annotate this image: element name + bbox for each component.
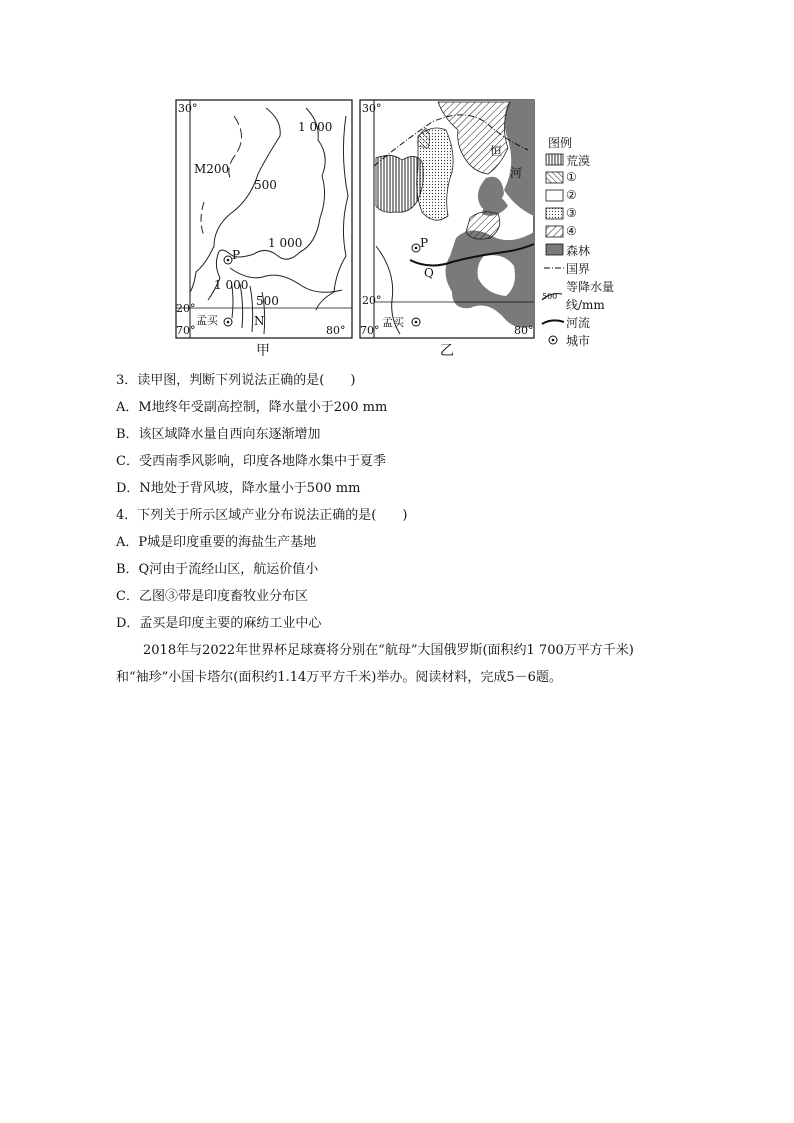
q3-stem: 3．读甲图，判断下列说法正确的是( ) [116,373,356,388]
label-heng: 恒 [490,144,503,158]
q4-option-c: C．乙图③带是印度畜牧业分布区 [116,589,308,604]
legend-isoline-value: 500 [542,292,558,301]
label-q: Q [424,266,434,280]
legend-border: 国界 [566,262,591,276]
label-500-a: 500 [254,178,277,192]
legend-forest: 森林 [566,244,591,258]
legend-symbols [542,154,564,344]
india-maps-figure [170,96,630,358]
map-a-lat-30: 30° [178,102,198,115]
map-b-lon-80: 80° [514,324,534,337]
legend-desert: 荒漠 [566,154,591,168]
legend-zone-1: ① [566,170,577,184]
caption-map-b: 乙 [440,343,454,359]
label-1000-b: 1 000 [268,236,303,250]
legend-zone-2: ② [566,188,577,202]
label-500-b: 500 [256,294,279,308]
caption-map-a: 甲 [256,343,270,359]
map-a-lat-20: 20° [176,302,196,315]
label-p-b: P [420,236,429,250]
q3-option-b: B．该区域降水量自西向东逐渐增加 [116,427,321,442]
q4-option-d: D．孟买是印度主要的麻纺工业中心 [116,616,322,631]
intro-line-1: 2018年与2022年世界杯足球赛将分别在“航母”大国俄罗斯(面积约1 700万平方千米) [143,643,634,658]
legend-isoline: 等降水量 [566,280,615,294]
map-b-lat-30: 30° [362,102,382,115]
q4-option-a: A．P城是印度重要的海盐生产基地 [116,535,317,550]
legend-isoline-unit: 线/mm [566,298,605,312]
map-b-lat-20: 20° [362,294,382,307]
q3-option-a: A．M地终年受副高控制，降水量小于200 mm [116,400,388,415]
map-a-lon-80: 80° [326,324,346,337]
label-mumbai-b: 孟买 [382,316,404,329]
legend-title: 图例 [548,136,573,150]
label-1000-a: 1 000 [298,120,333,134]
legend-zone-4: ④ [566,224,577,238]
q3-option-d: D．N地处于背风坡，降水量小于500 mm [116,481,361,496]
map-a-lon-70: 70° [176,324,196,337]
label-p-a: P [232,248,241,262]
label-he: 河 [510,166,523,180]
label-m200: M200 [194,162,230,176]
map-b [360,100,534,338]
q3-option-c: C．受西南季风影响，印度各地降水集中于夏季 [116,454,386,469]
label-n: N [254,314,265,328]
legend-city: 城市 [566,334,591,348]
intro-line-2: 和“袖珍”小国卡塔尔(面积约1.14万平方千米)举办。阅读材料，完成5－6题。 [116,670,562,685]
map-b-lon-70: 70° [360,324,380,337]
legend-river: 河流 [566,316,591,330]
q4-stem: 4．下列关于所示区域产业分布说法正确的是( ) [116,508,408,523]
label-mumbai-a: 孟买 [196,314,218,327]
label-1000-c: 1 000 [214,278,249,292]
question-block [116,367,634,691]
q4-option-b: B．Q河由于流经山区，航运价值小 [116,562,319,577]
legend-zone-3: ③ [566,206,577,220]
